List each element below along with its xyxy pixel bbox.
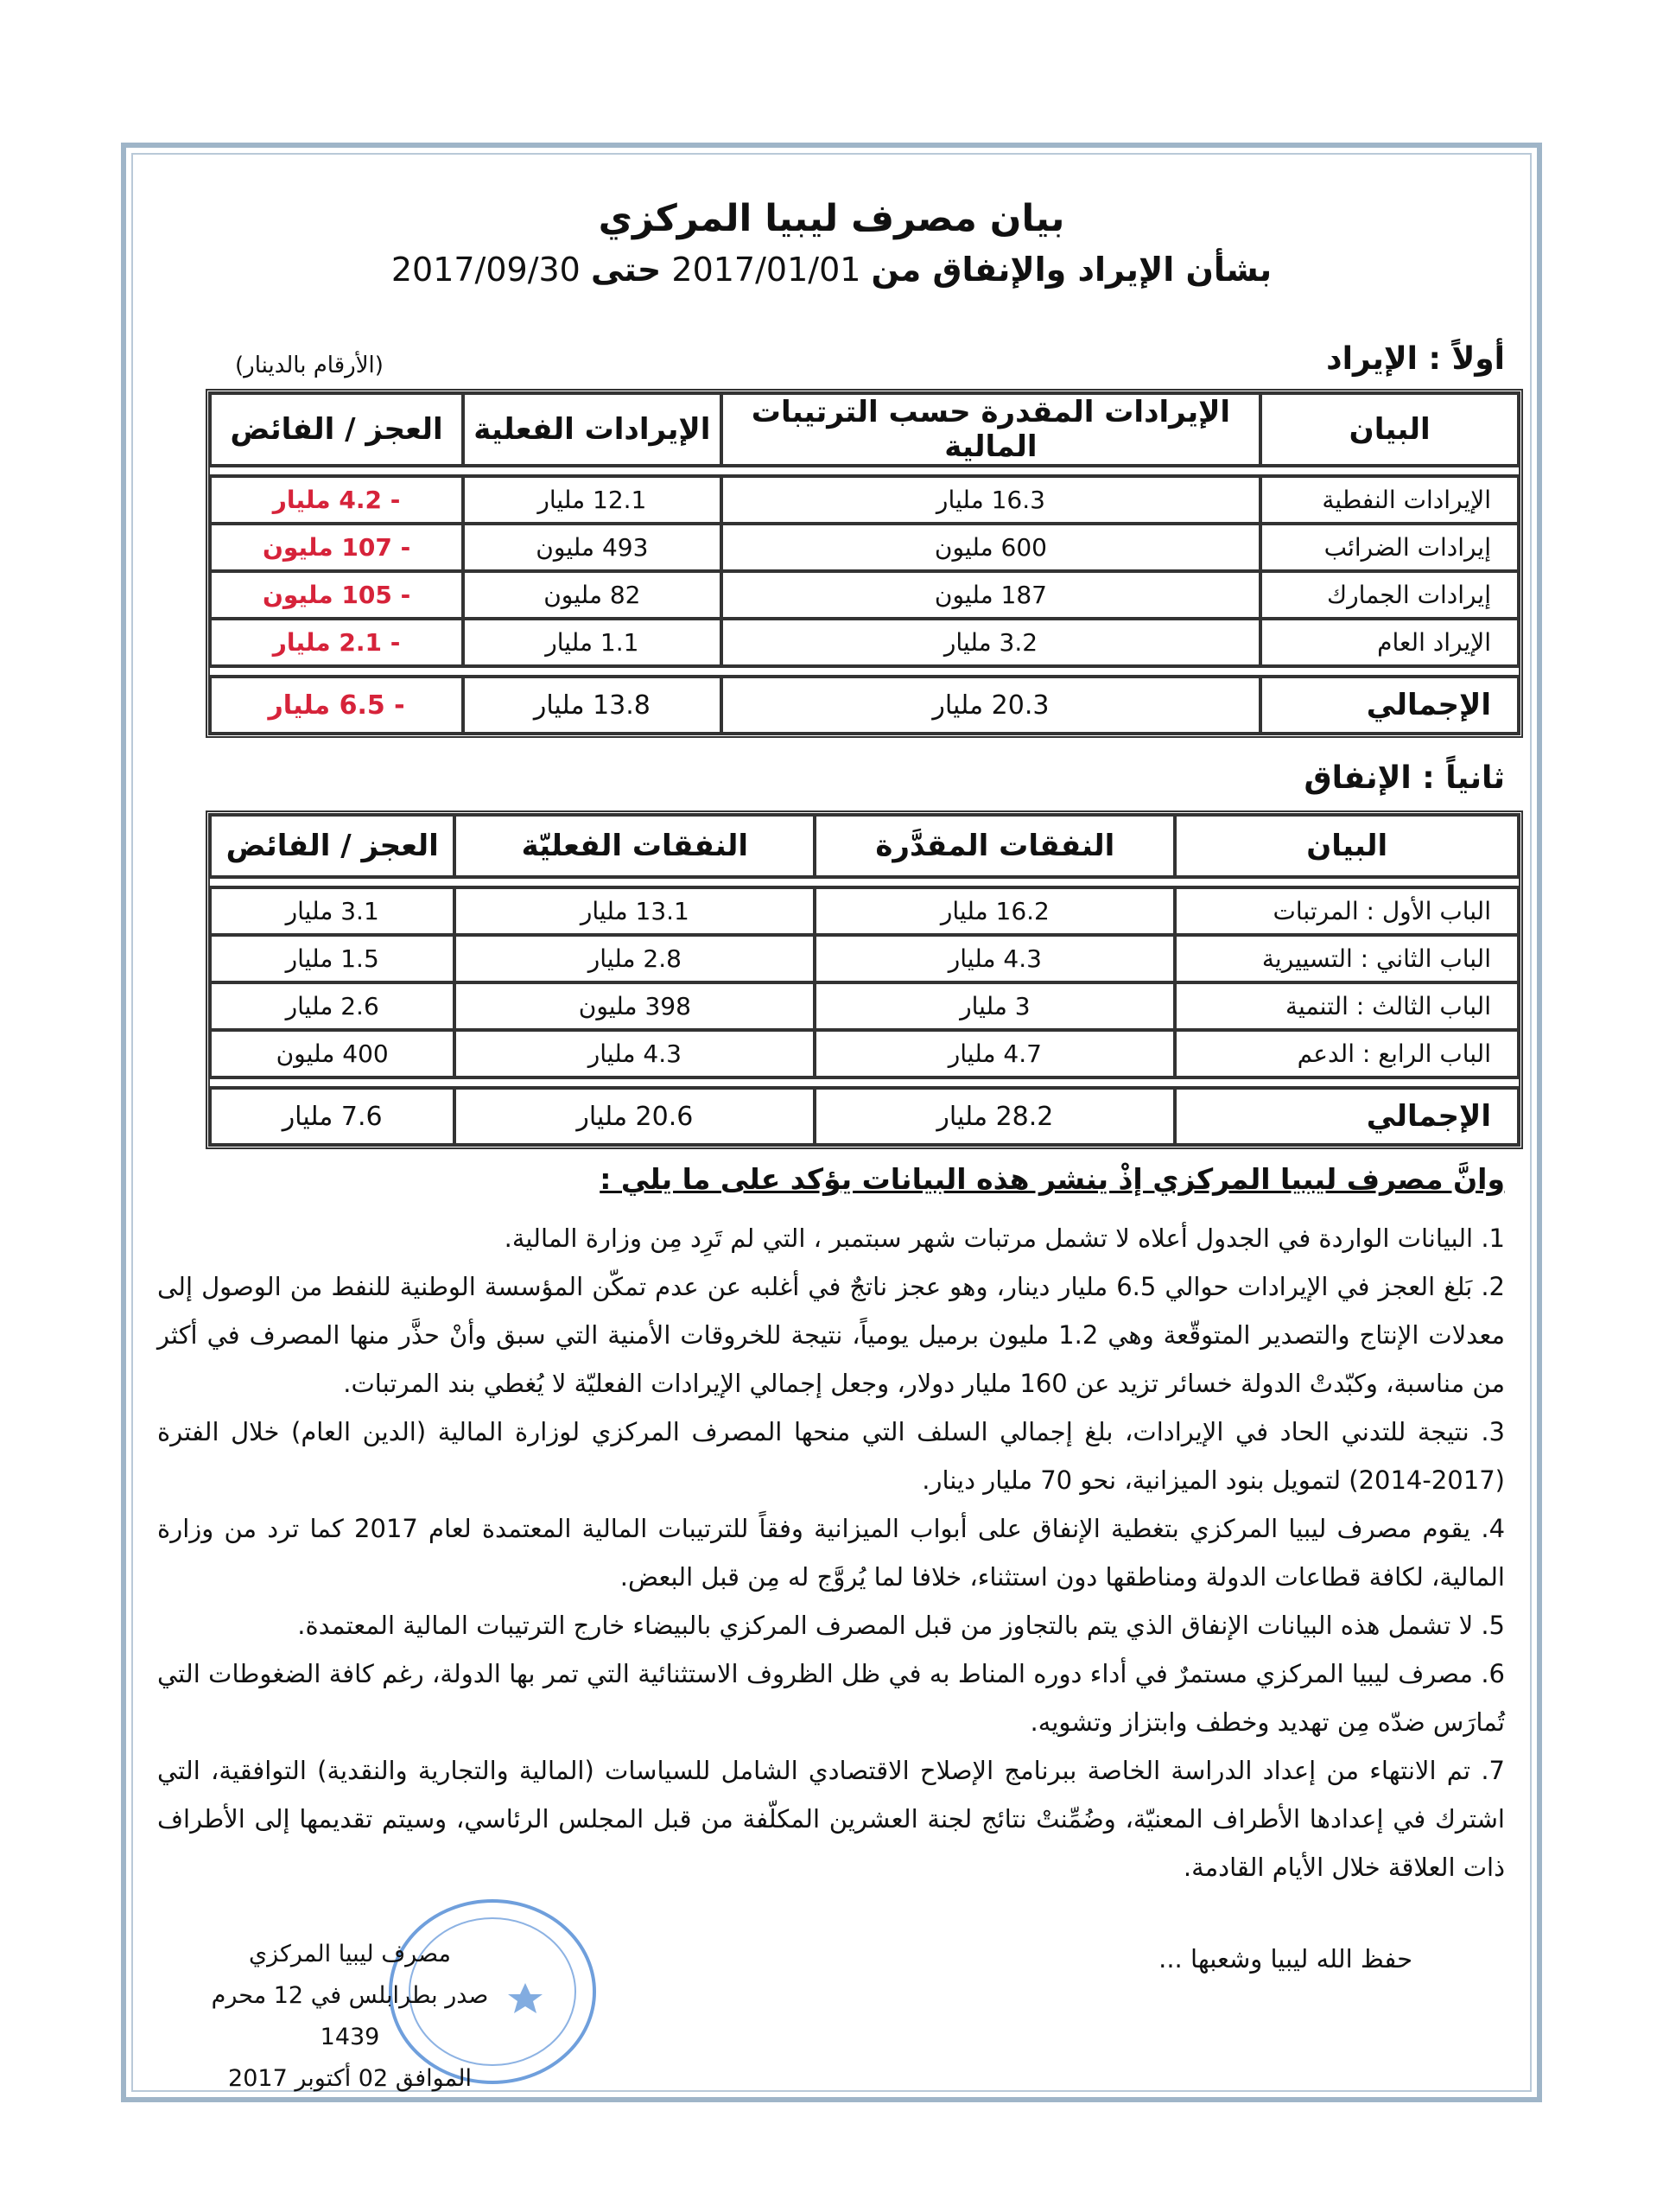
estimated-cell: 3 مليار bbox=[815, 982, 1175, 1030]
date-to: 2017/09/30 bbox=[390, 251, 581, 289]
col-header: البيان bbox=[1260, 393, 1519, 466]
table-header-row bbox=[210, 393, 1519, 466]
estimated-cell: 4.7 مليار bbox=[815, 1030, 1175, 1077]
table-row bbox=[210, 982, 1519, 1030]
row-label: الإيراد العام bbox=[1260, 619, 1519, 666]
total-row bbox=[210, 1088, 1519, 1145]
row-label: الباب الثاني : التسييرية bbox=[1175, 935, 1519, 982]
points-list bbox=[157, 1214, 1505, 1891]
table-row bbox=[210, 887, 1519, 935]
total-deficit: - 6.5 مليار bbox=[210, 677, 463, 734]
table-row bbox=[210, 524, 1519, 571]
list-item: 2. بَلغ العجز في الإيرادات حوالي 6.5 مليار دينار، وهو عجز ناتجٌ في أغلبه عن عدم تمكّن المؤسسة الوطنية للنفط من الوصول إلى معدلات الإنتاج والتصدير المتوقّعة وهي 1.2 مليون برميل يومياً، نتيجة للخروقات الأمنية التي سبق وأنْ حذَّر منها المصرف في أكثر من مناسبة، وكبّدتْ الدولة خسائر تزيد عن 160 مليار دولار، وجعل إجمالي الإيرادات الفعليّة لا يُغطي بند المرتبات. bbox=[157, 1272, 1505, 1398]
table-header-row bbox=[210, 815, 1519, 877]
col-header: العجز / الفائض bbox=[210, 815, 454, 877]
deficit-cell: - 4.2 مليار bbox=[210, 476, 463, 524]
table-row bbox=[210, 476, 1519, 524]
date-from: 2017/01/01 bbox=[671, 251, 861, 289]
total-label: الإجمالي bbox=[1175, 1088, 1519, 1145]
actual-cell: 82 مليون bbox=[463, 571, 720, 619]
estimated-cell: 187 مليون bbox=[721, 571, 1261, 619]
col-header: النفقات الفعليّة bbox=[454, 815, 815, 877]
row-separator bbox=[210, 466, 1519, 476]
list-item: 3. نتيجة للتدني الحاد في الإيرادات، بلغ إجمالي السلف التي منحها المصرف المركزي لوزارة المالية (الدين العام) خلال الفترة (2017-2014) لتمويل بنود الميزانية، نحو 70 مليار دينار. bbox=[157, 1417, 1505, 1495]
row-label: الباب الثالث : التنمية bbox=[1175, 982, 1519, 1030]
table-row bbox=[210, 571, 1519, 619]
list-item: 4. يقوم مصرف ليبيا المركزي بتغطية الإنفاق على أبواب الميزانية وفقاً للترتيبات المالية المعتمدة لعام 2017 كما ترد من وزارة المالية، لكافة قطاعات الدولة ومناطقها دون استثناء، خلافا لما يُروَّج له مِن قبل البعض. bbox=[157, 1514, 1506, 1592]
revenue-table bbox=[206, 389, 1523, 738]
estimated-cell: 16.3 مليار bbox=[721, 476, 1261, 524]
col-header: الإيرادات الفعلية bbox=[463, 393, 720, 466]
intro-statement: وانَّ مصرف ليبيا المركزي إذْ ينشر هذه البيانات يؤكد على ما يلي : bbox=[600, 1162, 1505, 1196]
col-header: النفقات المقدَّرة bbox=[815, 815, 1175, 877]
row-separator bbox=[210, 1077, 1519, 1088]
list-item: 6. مصرف ليبيا المركزي مستمرٌ في أداء دوره المناط به في ظل الظروف الاستثنائية التي تمر بها الدولة، رغم كافة الضغوطات التي تُمارَس ضدّه مِن تهديد وخطف وابتزاز وتشويه. bbox=[157, 1659, 1505, 1737]
total-estimated: 28.2 مليار bbox=[815, 1088, 1175, 1145]
total-label: الإجمالي bbox=[1260, 677, 1519, 734]
deficit-cell: - 105 مليون bbox=[210, 571, 463, 619]
estimated-cell: 3.2 مليار bbox=[721, 619, 1261, 666]
signature-issued: صدر بطرابلس في 12 محرم 1439 bbox=[211, 1982, 489, 2050]
document-subtitle bbox=[0, 251, 1663, 289]
signature-date: الموافق 02 أكتوبر 2017 bbox=[228, 2065, 472, 2092]
actual-cell: 398 مليون bbox=[454, 982, 815, 1030]
row-label: الإيرادات النفطية bbox=[1260, 476, 1519, 524]
total-estimated: 20.3 مليار bbox=[721, 677, 1261, 734]
row-label: إيرادات الضرائب bbox=[1260, 524, 1519, 571]
actual-cell: 12.1 مليار bbox=[463, 476, 720, 524]
signature-org: مصرف ليبيا المركزي bbox=[249, 1941, 451, 1967]
estimated-cell: 4.3 مليار bbox=[815, 935, 1175, 982]
row-label: الباب الرابع : الدعم bbox=[1175, 1030, 1519, 1077]
actual-cell: 493 مليون bbox=[463, 524, 720, 571]
document-title: بيان مصرف ليبيا المركزي bbox=[598, 197, 1065, 240]
actual-cell: 13.1 مليار bbox=[454, 887, 815, 935]
total-actual: 20.6 مليار bbox=[454, 1088, 815, 1145]
table-row bbox=[210, 1030, 1519, 1077]
deficit-cell: - 2.1 مليار bbox=[210, 619, 463, 666]
surplus-cell: 1.5 مليار bbox=[210, 935, 454, 982]
actual-cell: 2.8 مليار bbox=[454, 935, 815, 982]
revenue-heading: أولاً : الإيراد bbox=[1326, 341, 1505, 377]
expenditure-heading: ثانياً : الإنفاق bbox=[1304, 760, 1505, 796]
total-actual: 13.8 مليار bbox=[463, 677, 720, 734]
signature-block bbox=[186, 1934, 514, 2100]
surplus-cell: 3.1 مليار bbox=[210, 887, 454, 935]
row-label: الباب الأول : المرتبات bbox=[1175, 887, 1519, 935]
expenditure-table bbox=[206, 810, 1523, 1149]
row-label: إيرادات الجمارك bbox=[1260, 571, 1519, 619]
surplus-cell: 2.6 مليار bbox=[210, 982, 454, 1030]
table-row bbox=[210, 619, 1519, 666]
deficit-cell: - 107 مليون bbox=[210, 524, 463, 571]
actual-cell: 1.1 مليار bbox=[463, 619, 720, 666]
surplus-cell: 400 مليون bbox=[210, 1030, 454, 1077]
total-surplus: 7.6 مليار bbox=[210, 1088, 454, 1145]
estimated-cell: 600 مليون bbox=[721, 524, 1261, 571]
subtitle-until: حتى bbox=[590, 251, 662, 289]
units-note: (الأرقام بالدينار) bbox=[235, 353, 384, 378]
row-separator bbox=[210, 666, 1519, 677]
col-header: العجز / الفائض bbox=[210, 393, 463, 466]
list-item: 1. البيانات الواردة في الجدول أعلاه لا تشمل مرتبات شهر سبتمبر ، التي لم تَرِد مِن وزارة المالية. bbox=[504, 1224, 1505, 1253]
closing-line: حفظ الله ليبيا وشعبها ... bbox=[1158, 1944, 1412, 1974]
col-header: البيان bbox=[1175, 815, 1519, 877]
total-row bbox=[210, 677, 1519, 734]
actual-cell: 4.3 مليار bbox=[454, 1030, 815, 1077]
estimated-cell: 16.2 مليار bbox=[815, 887, 1175, 935]
list-item: 7. تم الانتهاء من إعداد الدراسة الخاصة ببرنامج الإصلاح الاقتصادي الشامل للسياسات (المالية والتجارية والنقدية) التوافقية، التي اشترك في إعدادها الأطراف المعنيّة، وضُمِّنتْ نتائج لجنة العشرين المكلّفة من قبل المجلس الرئاسي، وسيتم تقديمها إلى الأطراف ذات العلاقة خلال الأيام القادمة. bbox=[157, 1756, 1505, 1882]
col-header: الإيرادات المقدرة حسب الترتيبات المالية bbox=[721, 393, 1261, 466]
row-separator bbox=[210, 877, 1519, 887]
list-item: 5. لا تشمل هذه البيانات الإنفاق الذي يتم بالتجاوز من قبل المصرف المركزي بالبيضاء خارج الترتيبات المالية المعتمدة. bbox=[297, 1611, 1505, 1640]
table-row bbox=[210, 935, 1519, 982]
subtitle-prefix: بشأن الإيراد والإنفاق من bbox=[871, 251, 1273, 289]
